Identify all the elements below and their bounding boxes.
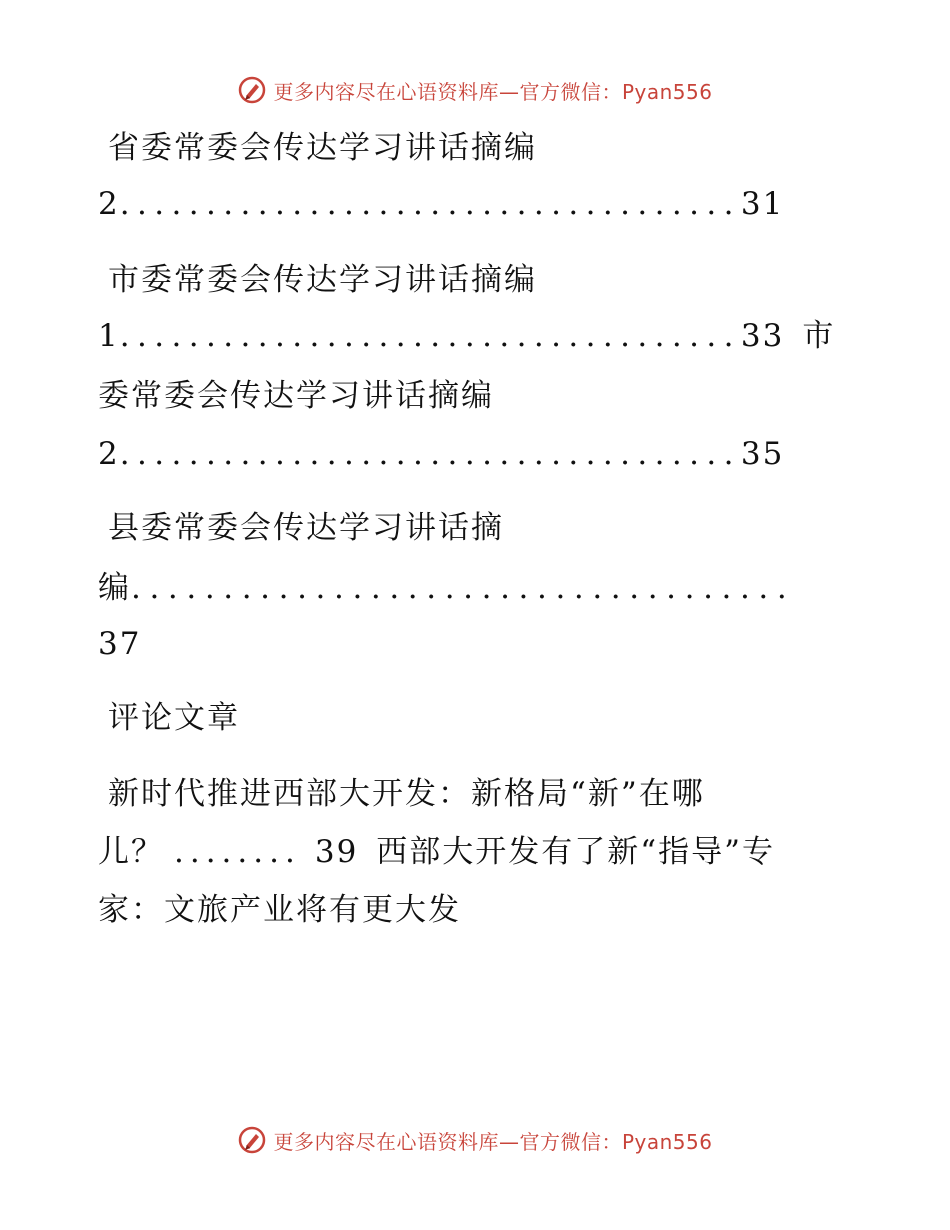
toc-entry-marker: 编 — [98, 570, 131, 606]
toc-entry-title: 市委常委会传达学习讲话摘编 — [108, 262, 537, 298]
toc-entry-leader — [98, 184, 784, 224]
toc-entry-continuation: 市 — [802, 318, 836, 354]
toc-entry-marker: 1 — [98, 318, 120, 354]
toc-dot-leader: .................................... — [131, 570, 796, 606]
toc-entry-title: 家：文旅产业将有更大发 — [98, 892, 461, 928]
toc-page-number: 35 — [740, 436, 785, 472]
toc-dot-leader: .................................... — [119, 436, 741, 472]
toc-entry-marker: 儿？ — [98, 834, 164, 870]
toc-entry-leader — [98, 316, 835, 356]
toc-entry-title: 县委常委会传达学习讲话摘 — [108, 510, 504, 546]
toc-page-number: 39 — [314, 834, 359, 870]
toc-entry-continuation: 西部大开发有了新“指导”专 — [376, 834, 775, 870]
footer-banner — [0, 1120, 950, 1160]
toc-dot-leader: .................................... — [119, 186, 741, 222]
banner-text: 更多内容尽在心语资料库—官方微信：Pyan556 — [273, 1129, 713, 1154]
toc-entry-leader — [98, 568, 795, 608]
toc-page-number: 37 — [98, 626, 142, 662]
toc-dot-leader: ........ — [174, 834, 301, 870]
toc-entry-leader — [98, 434, 784, 474]
toc-entry-title: 省委常委会传达学习讲话摘编 — [108, 130, 537, 166]
toc-page-number: 33 — [740, 318, 785, 354]
toc-page-number: 31 — [740, 186, 785, 222]
pen-logo-icon — [237, 75, 267, 105]
section-heading: 评论文章 — [108, 700, 240, 736]
toc-entry-title: 新时代推进西部大开发：新格局“新”在哪 — [108, 776, 705, 812]
banner-text: 更多内容尽在心语资料库—官方微信：Pyan556 — [273, 79, 713, 104]
pen-logo-icon — [237, 1125, 267, 1155]
toc-entry-marker: 2 — [98, 186, 120, 222]
toc-entry-leader — [98, 832, 775, 872]
header-banner — [0, 70, 950, 110]
toc-dot-leader: .................................... — [119, 318, 741, 354]
toc-entry-marker: 2 — [98, 436, 120, 472]
toc-entry-title: 委常委会传达学习讲话摘编 — [98, 378, 494, 414]
